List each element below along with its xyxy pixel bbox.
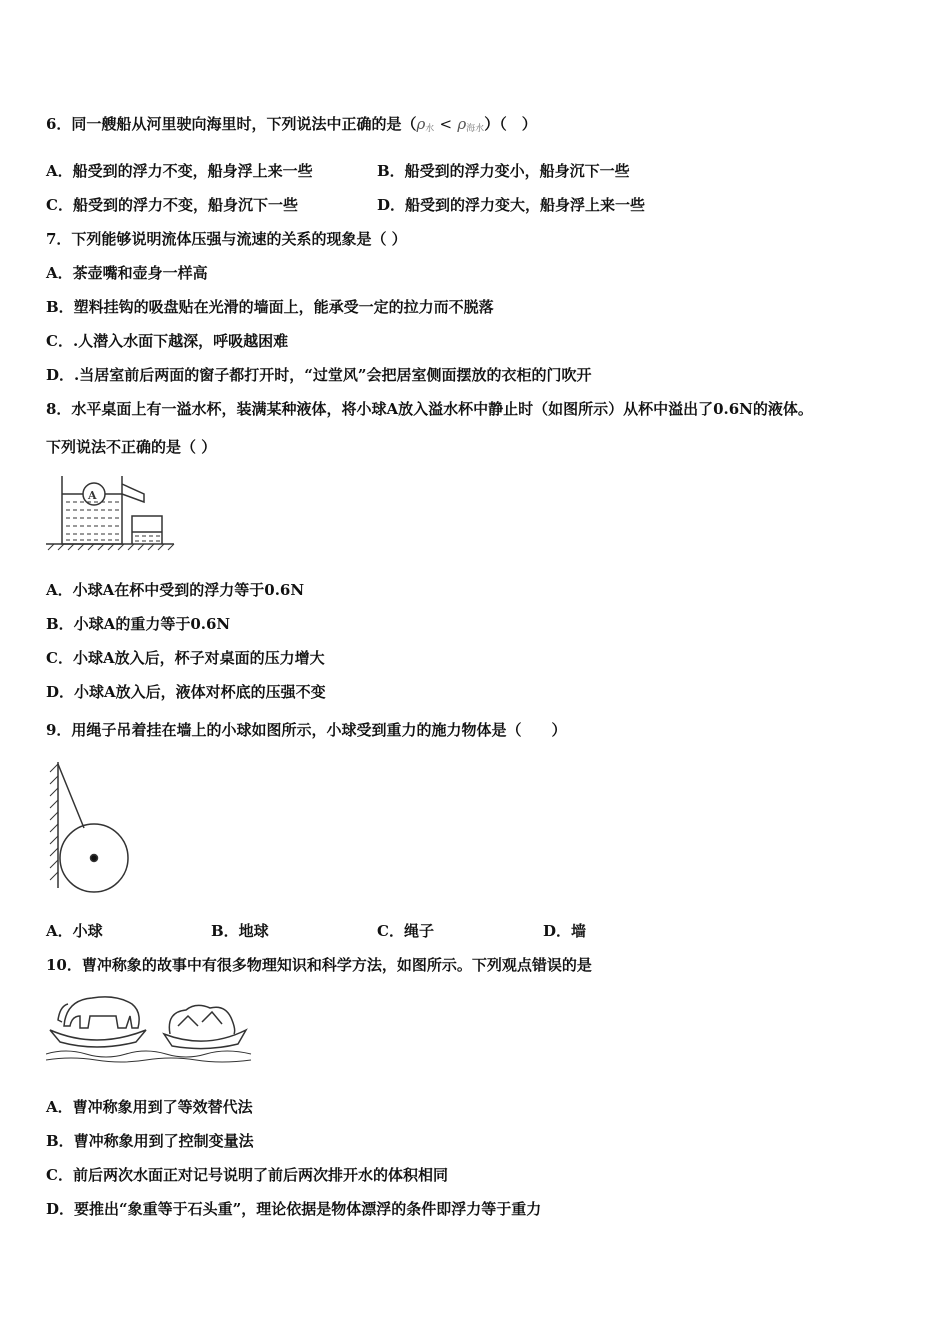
q8-option-d[interactable]: D．小球A放入后，液体对杯底的压强不变 xyxy=(46,683,326,701)
q6-stem: 6．同一艘船从河里驶向海里时，下列说法中正确的是$(\rho_水 < \rho_{海水})$（ ） xyxy=(46,115,537,134)
q7-option-c[interactable]: C．.人潜入水面下越深，呼吸越困难 xyxy=(46,332,289,350)
q8-stem-line2: 下列说法不正确的是（ ） xyxy=(46,438,217,456)
rho-water: $\rho_水$ xyxy=(416,115,435,134)
q10-stem: 10．曹冲称象的故事中有很多物理知识和科学方法，如图所示。下列观点错误的是 xyxy=(46,956,592,974)
q10-option-c[interactable]: C．前后两次水面正对记号说明了前后两次排开水的体积相同 xyxy=(46,1166,448,1184)
q10-option-d[interactable]: D．要推出“象重等于石头重”，理论依据是物体漂浮的条件即浮力等于重力 xyxy=(46,1200,542,1218)
q8-stem-line1: 8．水平桌面上有一溢水杯，装满某种液体，将小球A放入溢水杯中静止时（如图所示）从杯中溢出了0.6N的液体。 xyxy=(46,400,813,418)
q6-option-b[interactable]: B．船受到的浮力变小，船身沉下一些 xyxy=(377,162,630,180)
hanging-ball-figure xyxy=(44,758,136,894)
q8-option-b[interactable]: B．小球A的重力等于0.6N xyxy=(46,615,231,633)
q9-option-a[interactable]: A．小球 xyxy=(46,922,103,940)
q9-stem: 9．用绳子吊着挂在墙上的小球如图所示，小球受到重力的施力物体是（ ） xyxy=(46,721,567,739)
q10-option-a[interactable]: A．曹冲称象用到了等效替代法 xyxy=(46,1098,253,1116)
q10-option-b[interactable]: B．曹冲称象用到了控制变量法 xyxy=(46,1132,254,1150)
cao-chong-elephant-figure xyxy=(46,986,256,1066)
q7-stem: 7．下列能够说明流体压强与流速的关系的现象是（ ） xyxy=(46,230,407,248)
q9-option-d[interactable]: D．墙 xyxy=(543,922,587,940)
q6-option-c[interactable]: C．船受到的浮力不变，船身沉下一些 xyxy=(46,196,298,214)
q9-option-b[interactable]: B．地球 xyxy=(211,922,269,940)
overflow-cup-figure xyxy=(44,472,180,552)
q8-option-c[interactable]: C．小球A放入后，杯子对桌面的压力增大 xyxy=(46,649,325,667)
q6-option-d[interactable]: D．船受到的浮力变大，船身浮上来一些 xyxy=(377,196,646,214)
ball-a-label: A xyxy=(88,489,97,502)
q6-option-a[interactable]: A．船受到的浮力不变，船身浮上来一些 xyxy=(46,162,313,180)
q7-option-d[interactable]: D．.当居室前后两面的窗子都打开时，“过堂风”会把居室侧面摆放的衣柜的门吹开 xyxy=(46,366,592,384)
q7-option-a[interactable]: A．茶壶嘴和壶身一样高 xyxy=(46,264,208,282)
q9-option-c[interactable]: C．绳子 xyxy=(377,922,434,940)
q7-option-b[interactable]: B．塑料挂钩的吸盘贴在光滑的墙面上，能承受一定的拉力而不脱落 xyxy=(46,298,494,316)
q8-option-a[interactable]: A．小球A在杯中受到的浮力等于0.6N xyxy=(46,581,305,599)
rho-seawater: $\rho_{海水}$ xyxy=(457,115,485,134)
